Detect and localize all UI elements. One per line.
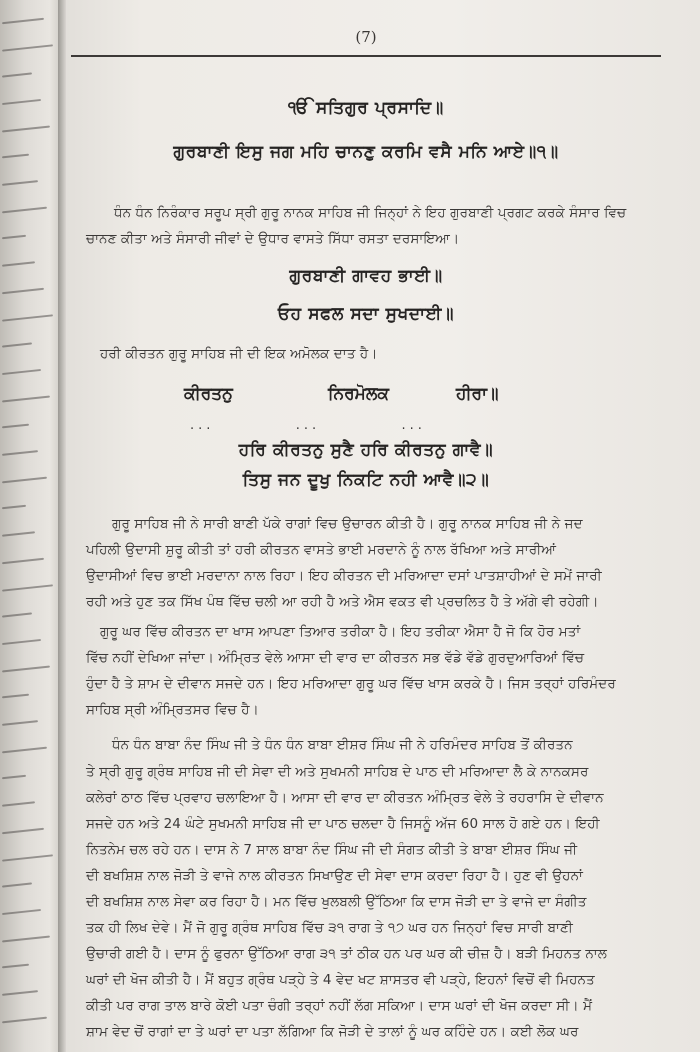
facing-page-text-mark	[2, 584, 53, 591]
facing-page-text-mark	[2, 72, 32, 77]
facing-page-text-mark	[2, 99, 41, 105]
facing-page-text-mark	[2, 505, 26, 509]
facing-page-text-mark	[2, 44, 53, 51]
verse-3-word: ਨਿਰਮੋਲਕ	[328, 384, 389, 404]
facing-page-text-mark	[2, 720, 38, 726]
facing-page-text-mark	[2, 235, 26, 239]
facing-page-edge	[0, 0, 62, 1052]
body-line: ਕੀਤੀ ਪਰ ਰਾਗ ਤਾਲ ਬਾਰੇ ਕੋਈ ਪਤਾ ਚੰਗੀ ਤਰ੍ਹਾਂ ਨਹੀਂ ਲੱਗ ਸਕਿਆ। ਦਾਸ ਘਰਾਂ ਦੀ ਖੋਜ ਕਰਦਾ ਸੀ। ਮੈਂ	[86, 998, 593, 1014]
facing-page-text-mark	[2, 369, 41, 375]
body-line: ਰਹੀ ਅਤੇ ਹੁਣ ਤਕ ਸਿੱਖ ਪੰਥ ਵਿੱਚ ਚਲੀ ਆ ਰਹੀ ਹੈ ਅਤੇ ਐਸ ਵਕਤ ਵੀ ਪ੍ਰਚਲਿਤ ਹੈ ਤੇ ਅੱਗੇ ਵੀ ਰਹੇਗੀ।	[86, 594, 599, 610]
intro-line: ਚਾਨਣ ਕੀਤਾ ਅਤੇ ਸੰਸਾਰੀ ਜੀਵਾਂ ਦੇ ਉਧਾਰ ਵਾਸਤੇ ਸਿੱਧਾ ਰਸਤਾ ਦਰਸਾਇਆ।	[86, 231, 460, 247]
facing-page-text-mark	[2, 854, 53, 861]
body-line: ਤਕ ਹੀ ਲਿਖ ਦੇਵੇ। ਮੈਂ ਜੋ ਗੁਰੂ ਗ੍ਰੰਥ ਸਾਹਿਬ ਵਿੱਚ ੩੧ ਰਾਗ ਤੇ ੧੭ ਘਰ ਹਨ ਜਿਨ੍ਹਾਂ ਵਿਚ ਸਾਰੀ ਬਾਣੀ	[86, 920, 573, 936]
facing-page-text-mark	[2, 964, 29, 969]
facing-page-text-mark	[2, 314, 53, 321]
facing-page-text-mark	[2, 909, 41, 915]
facing-page-text-mark	[2, 882, 32, 887]
body-line: ਤੇ ਸ੍ਰੀ ਗੁਰੂ ਗ੍ਰੰਥ ਸਾਹਿਬ ਜੀ ਦੀ ਸੇਵਾ ਦੀ ਅਤੇ ਸੁਖਮਨੀ ਸਾਹਿਬ ਦੇ ਪਾਠ ਦੀ ਮਰਿਆਦਾ ਲੈ ਕੇ ਨਾਨਕਸਰ	[86, 764, 589, 780]
facing-page-text-mark	[2, 288, 44, 294]
ellipsis-row: ... ... ...	[190, 418, 426, 433]
header-rule	[71, 55, 661, 57]
facing-page-text-mark	[2, 154, 29, 159]
facing-page-text-mark	[2, 828, 44, 834]
facing-page-text-mark	[2, 665, 50, 672]
facing-page-text-mark	[2, 639, 41, 645]
facing-page-text-mark	[2, 207, 47, 214]
verse-1: ਗੁਰਬਾਣੀ ਇਸੁ ਜਗ ਮਹਿ ਚਾਨਣੁ ਕਰਮਿ ਵਸੈ ਮਨਿ ਆਏ॥੧॥	[173, 142, 559, 162]
verse-2-line: ਗੁਰਬਾਣੀ ਗਾਵਹ ਭਾਈ॥	[289, 266, 443, 286]
verse-3-word: ਕੀਰਤਨੁ	[184, 384, 233, 404]
body-line: ਨਿਤਨੇਮ ਚਲ ਰਹੇ ਹਨ। ਦਾਸ ਨੇ 7 ਸਾਲ ਬਾਬਾ ਨੰਦ ਸਿੰਘ ਜੀ ਦੀ ਸੰਗਤ ਕੀਤੀ ਤੇ ਬਾਬਾ ਈਸ਼ਰ ਸਿੰਘ ਜੀ	[86, 842, 578, 858]
mool-mantar: ੴ ਸਤਿਗੁਰ ਪ੍ਰਸਾਦਿ॥	[288, 98, 444, 118]
intro-line: ਧੰਨ ਧੰਨ ਨਿਰੰਕਾਰ ਸਰੂਪ ਸ੍ਰੀ ਗੁਰੂ ਨਾਨਕ ਸਾਹਿਬ ਜੀ ਜਿਨ੍ਹਾਂ ਨੇ ਇਹ ਗੁਰਬਾਣੀ ਪ੍ਰਗਟ ਕਰਕੇ ਸੰਸਾਰ ਵਿਚ	[114, 205, 627, 221]
body-line: ਗੁਰੂ ਸਾਹਿਬ ਜੀ ਨੇ ਸਾਰੀ ਬਾਣੀ ਪੱਕੇ ਰਾਗਾਂ ਵਿਚ ਉਚਾਰਨ ਕੀਤੀ ਹੈ। ਗੁਰੂ ਨਾਨਕ ਸਾਹਿਬ ਜੀ ਨੇ ਜਦ	[112, 516, 583, 532]
facing-page-text-mark	[2, 477, 47, 484]
facing-page-text-mark	[2, 18, 44, 24]
facing-page-text-mark	[2, 261, 35, 266]
body-line: ਸ਼ਾਮ ਵੇਦ ਚੋਂ ਰਾਗਾਂ ਦਾ ਤੇ ਘਰਾਂ ਦਾ ਪਤਾ ਲੱਗਿਆ ਕਿ ਜੋੜੀ ਦੇ ਤਾਲਾਂ ਨੂੰ ਘਰ ਕਹਿੰਦੇ ਹਨ। ਕਈ ਲੋਕ ਘਰ	[86, 1024, 579, 1040]
body-line: ਉਦਾਸੀਆਂ ਵਿਚ ਭਾਈ ਮਰਦਾਨਾ ਨਾਲ ਰਿਹਾ। ਇਹ ਕੀਰਤਨ ਦੀ ਮਰਿਆਦਾ ਦਸਾਂ ਪਾਤਸ਼ਾਹੀਆਂ ਦੇ ਸਮੇਂ ਜਾਰੀ	[86, 568, 602, 584]
verse-2-line: ਓਹ ਸਫਲ ਸਦਾ ਸੁਖਦਾਈ॥	[277, 304, 455, 324]
facing-page-text-mark	[2, 342, 32, 347]
body-line: ਉਚਾਰੀ ਗਈ ਹੈ। ਦਾਸ ਨੂੰ ਫੁਰਨਾ ਉੱਠਿਆ ਰਾਗ ੩੧ ਤਾਂ ਠੀਕ ਹਨ ਪਰ ਘਰ ਕੀ ਚੀਜ਼ ਹੈ। ਬੜੀ ਮਿਹਨਤ ਨਾਲ	[86, 946, 607, 962]
body-line: ਘਰਾਂ ਦੀ ਖੋਜ ਕੀਤੀ ਹੈ। ਮੈਂ ਬਹੁਤ ਗ੍ਰੰਥ ਪੜ੍ਹੇ ਤੇ 4 ਵੇਦ ਖਟ ਸ਼ਾਸਤਰ ਵੀ ਪੜ੍ਹੇ, ਇਹਨਾਂ ਵਿਚੋਂ ਵੀ ਮਿਹਨਤ	[86, 972, 595, 988]
facing-page-text-mark	[2, 180, 38, 186]
facing-page-text-mark	[2, 694, 29, 699]
body-line: ਦੀ ਬਖਸ਼ਿਸ਼ ਨਾਲ ਜੋੜੀ ਤੇ ਵਾਜੇ ਨਾਲ ਕੀਰਤਨ ਸਿਖਾਉਣ ਦੀ ਸੇਵਾ ਦਾਸ ਕਰਦਾ ਰਿਹਾ ਹੈ। ਹੁਣ ਵੀ ਉਹਨਾਂ	[86, 868, 583, 884]
kirtan-line: ਹਰੀ ਕੀਰਤਨ ਗੁਰੂ ਸਾਹਿਬ ਜੀ ਦੀ ਇਕ ਅਮੋਲਕ ਦਾਤ ਹੈ।	[100, 346, 378, 362]
facing-page-text-mark	[2, 424, 29, 429]
body-line: ਹੁੰਦਾ ਹੈ ਤੇ ਸ਼ਾਮ ਦੇ ਦੀਵਾਨ ਸਜਦੇ ਹਨ। ਇਹ ਮਰਿਆਦਾ ਗੁਰੂ ਘਰ ਵਿੱਚ ਖਾਸ ਕਰਕੇ ਹੈ। ਜਿਸ ਤਰ੍ਹਾਂ ਹਰਿਮੰਦਰ	[86, 676, 616, 692]
facing-page-text-mark	[2, 801, 35, 806]
page-number: (7)	[355, 28, 377, 46]
facing-page-text-mark	[2, 935, 50, 942]
facing-page-text-mark	[2, 531, 35, 536]
facing-page-text-mark	[2, 612, 32, 617]
body-line: ਦੀ ਬਖਸ਼ਿਸ਼ ਨਾਲ ਸੇਵਾ ਕਰ ਰਿਹਾ ਹੈ। ਮਨ ਵਿੱਚ ਖੁਲਬਲੀ ਉੱਠਿਆ ਕਿ ਦਾਸ ਜੋੜੀ ਦਾ ਤੇ ਵਾਜੇ ਦਾ ਸੰਗੀਤ	[86, 894, 587, 910]
body-line: ਸਜਦੇ ਹਨ ਅਤੇ 24 ਘੰਟੇ ਸੁਖਮਨੀ ਸਾਹਿਬ ਜੀ ਦਾ ਪਾਠ ਚਲਦਾ ਹੈ ਜਿਸਨੂੰ ਅੱਜ 60 ਸਾਲ ਹੋ ਗਏ ਹਨ। ਇਹੀ	[86, 816, 600, 832]
facing-page-text-mark	[2, 450, 38, 456]
facing-page-text-mark	[2, 125, 50, 132]
facing-page-text-mark	[2, 395, 50, 402]
facing-page-text-mark	[2, 1017, 47, 1024]
facing-page-text-mark	[2, 990, 38, 996]
verse-4-line: ਤਿਸੁ ਜਨ ਦੂਖੁ ਨਿਕਟਿ ਨਹੀ ਆਵੈ॥੨॥	[242, 470, 490, 490]
facing-page-text-mark	[2, 558, 44, 564]
body-line: ਕਲੇਰਾਂ ਠਾਠ ਵਿੱਚ ਪ੍ਰਵਾਹ ਚਲਾਇਆ ਹੈ। ਆਸਾ ਦੀ ਵਾਰ ਦਾ ਕੀਰਤਨ ਅੰਮ੍ਰਿਤ ਵੇਲੇ ਤੇ ਰਹਰਾਸਿ ਦੇ ਦੀਵਾਨ	[86, 790, 604, 806]
facing-page-text-mark	[2, 775, 26, 779]
body-line: ਪਹਿਲੀ ਉਦਾਸੀ ਸ਼ੁਰੂ ਕੀਤੀ ਤਾਂ ਹਰੀ ਕੀਰਤਨ ਵਾਸਤੇ ਭਾਈ ਮਰਦਾਨੇ ਨੂੰ ਨਾਲ ਰੱਖਿਆ ਅਤੇ ਸਾਰੀਆਂ	[86, 542, 557, 558]
facing-page-text-mark	[2, 747, 47, 754]
body-line: ਸਾਹਿਬ ਸ੍ਰੀ ਅੰਮ੍ਰਿਤਸਰ ਵਿਚ ਹੈ।	[86, 702, 259, 718]
body-line: ਗੁਰੂ ਘਰ ਵਿੱਚ ਕੀਰਤਨ ਦਾ ਖਾਸ ਆਪਣਾ ਤਿਆਰ ਤਰੀਕਾ ਹੈ। ਇਹ ਤਰੀਕਾ ਐਸਾ ਹੈ ਜੋ ਕਿ ਹੋਰ ਮਤਾਂ	[100, 624, 581, 640]
body-line: ਵਿੱਚ ਨਹੀਂ ਦੇਖਿਆ ਜਾਂਦਾ। ਅੰਮ੍ਰਿਤ ਵੇਲੇ ਆਸਾ ਦੀ ਵਾਰ ਦਾ ਕੀਰਤਨ ਸਭ ਵੱਡੇ ਵੱਡੇ ਗੁਰਦੁਆਰਿਆਂ ਵਿੱਚ	[86, 650, 585, 666]
book-page	[66, 0, 700, 1052]
verse-3-word: ਹੀਰਾ॥	[456, 384, 499, 404]
body-line: ਧੰਨ ਧੰਨ ਬਾਬਾ ਨੰਦ ਸਿੰਘ ਜੀ ਤੇ ਧੰਨ ਧੰਨ ਬਾਬਾ ਈਸ਼ਰ ਸਿੰਘ ਜੀ ਨੇ ਹਰਿਮੰਦਰ ਸਾਹਿਬ ਤੋਂ ਕੀਰਤਨ	[112, 737, 573, 753]
verse-4-line: ਹਰਿ ਕੀਰਤਨੁ ਸੁਣੈ ਹਰਿ ਕੀਰਤਨੁ ਗਾਵੈ॥	[238, 440, 494, 460]
